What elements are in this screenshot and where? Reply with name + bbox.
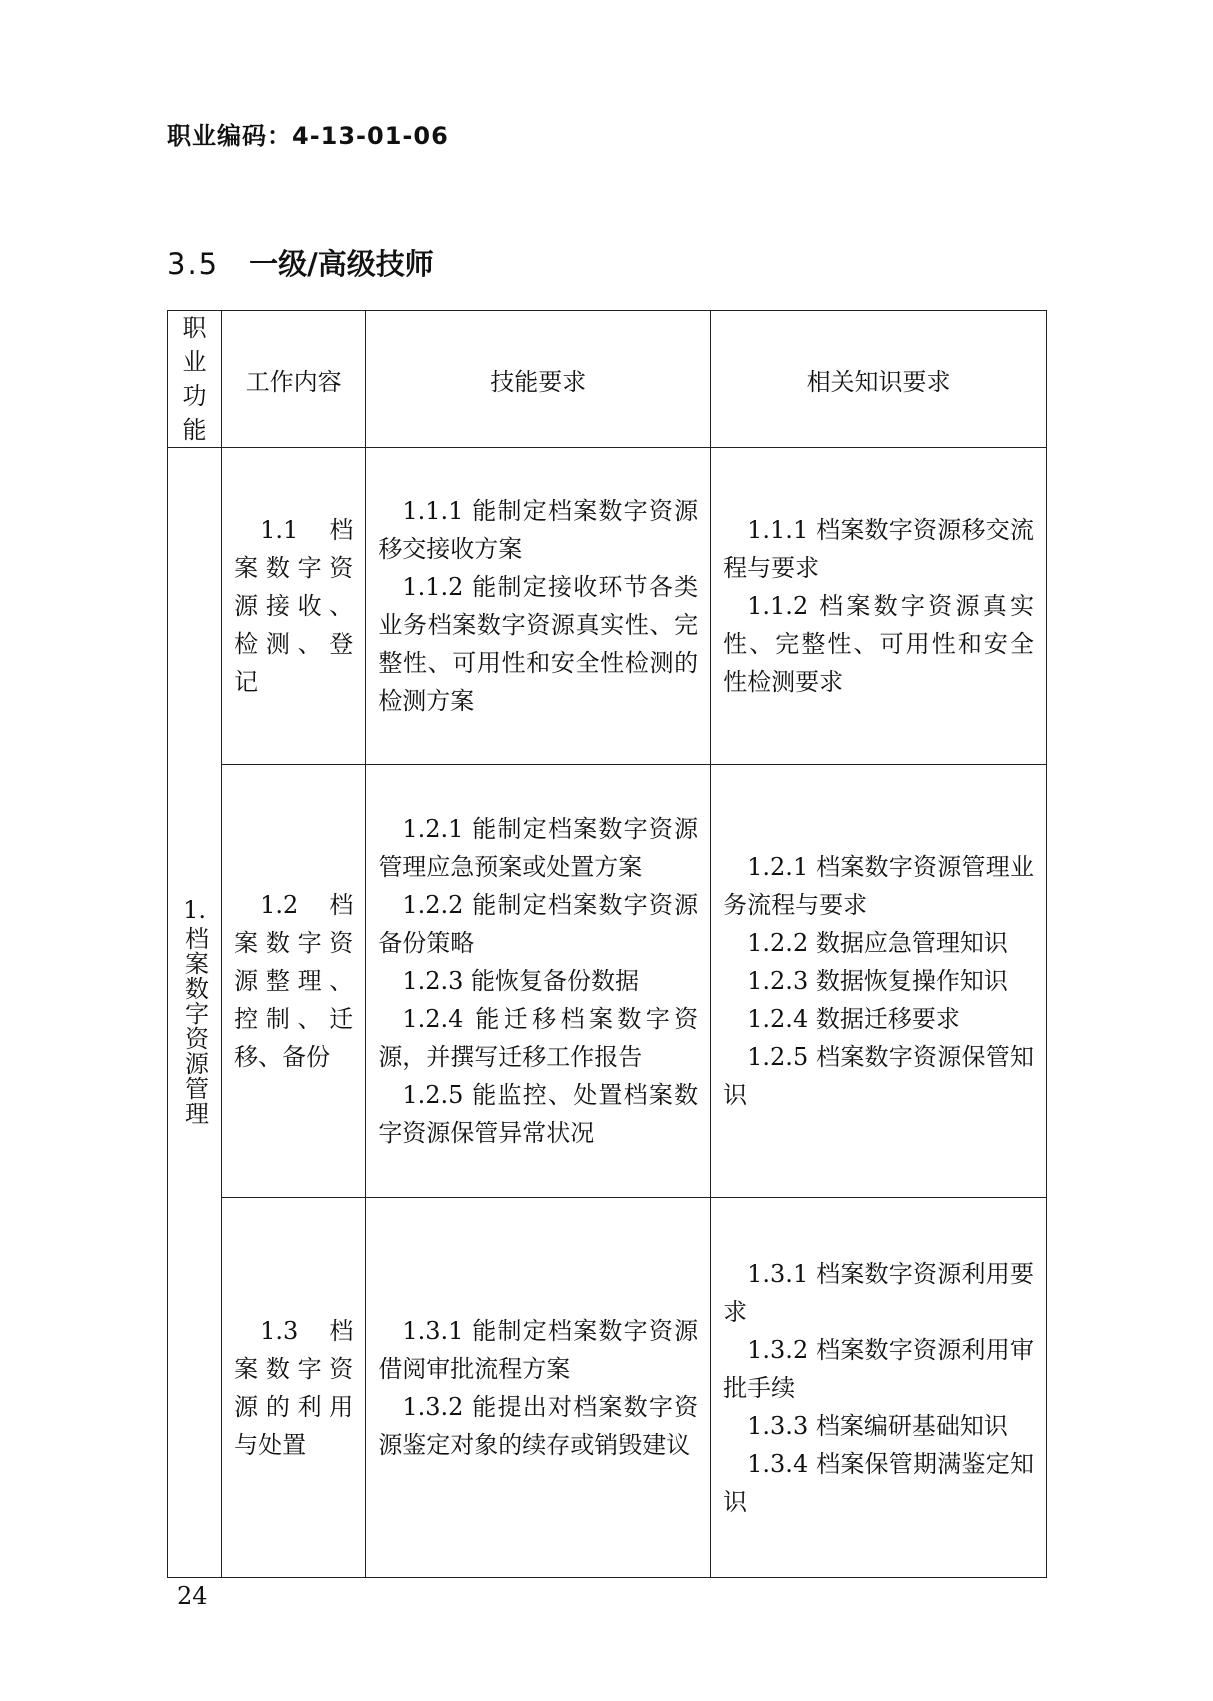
work-content-text: 1.3 档案数字资源的利用与处置 xyxy=(234,1316,354,1459)
table-row xyxy=(168,765,1047,1198)
skill-item: 1.3.2 能提出对档案数字资源鉴定对象的续存或销毁建议 xyxy=(378,1392,699,1459)
header-work-content: 工作内容 xyxy=(222,311,366,448)
work-content-cell xyxy=(222,448,366,765)
skill-item: 1.2.5 能监控、处置档案数字资源保管异常状况 xyxy=(378,1081,699,1147)
section-number: 3.5 xyxy=(167,247,220,281)
work-content-cell xyxy=(222,1198,366,1578)
skill-item: 1.2.3 能恢复备份数据 xyxy=(402,967,640,995)
table-row xyxy=(168,448,1047,765)
skills-cell xyxy=(366,448,711,765)
section-heading xyxy=(167,242,434,283)
header-skills: 技能要求 xyxy=(366,311,711,448)
work-content-text: 1.1 档案数字资源接收、检测、登记 xyxy=(234,516,354,696)
header-knowledge: 相关知识要求 xyxy=(711,311,1047,448)
knowledge-item: 1.3.2 档案数字资源利用审批手续 xyxy=(723,1335,1034,1402)
function-cell xyxy=(168,448,222,1578)
knowledge-item: 1.1.2 档案数字资源真实性、完整性、可用性和安全性检测要求 xyxy=(723,592,1034,696)
knowledge-cell xyxy=(711,765,1047,1198)
knowledge-item: 1.2.4 数据迁移要求 xyxy=(747,1005,960,1033)
skill-item: 1.1.2 能制定接收环节各类业务档案数字资源真实性、完整性、可用性和安全性检测的检测方案 xyxy=(378,573,699,715)
knowledge-item: 1.3.4 档案保管期满鉴定知识 xyxy=(723,1449,1034,1516)
occupation-code: 职业编码：4-13-01-06 xyxy=(167,122,449,150)
section-title-text: 一级/高级技师 xyxy=(249,247,434,281)
header-function: 职业功能 xyxy=(168,311,222,448)
skills-cell xyxy=(366,765,711,1198)
knowledge-item: 1.3.3 档案编研基础知识 xyxy=(747,1411,1008,1440)
skill-item: 1.3.1 能制定档案数字资源借阅审批流程方案 xyxy=(378,1316,699,1383)
knowledge-item: 1.2.3 数据恢复操作知识 xyxy=(747,967,1008,995)
knowledge-item: 1.1.1 档案数字资源移交流程与要求 xyxy=(723,516,1034,582)
skill-item: 1.1.1 能制定档案数字资源移交接收方案 xyxy=(378,497,699,563)
knowledge-item: 1.2.1 档案数字资源管理业务流程与要求 xyxy=(723,853,1034,919)
work-content-text: 1.2 档案数字资源整理、控制、迁移、备份 xyxy=(234,891,354,1071)
knowledge-item: 1.2.2 数据应急管理知识 xyxy=(747,929,1008,957)
table-header-row xyxy=(168,311,1047,448)
function-name: 档案数字资源管理 xyxy=(180,925,209,1126)
table-row xyxy=(168,1198,1047,1578)
skill-item: 1.2.4 能迁移档案数字资源，并撰写迁移工作报告 xyxy=(378,1005,699,1071)
skill-standard-table xyxy=(167,310,1047,1578)
work-content-cell xyxy=(222,765,366,1198)
knowledge-cell xyxy=(711,1198,1047,1578)
skill-item: 1.2.1 能制定档案数字资源管理应急预案或处置方案 xyxy=(378,815,699,881)
function-number: 1. xyxy=(183,895,206,924)
skill-item: 1.2.2 能制定档案数字资源备份策略 xyxy=(378,891,699,957)
knowledge-item: 1.3.1 档案数字资源利用要求 xyxy=(723,1259,1034,1326)
page-number: 24 xyxy=(177,1582,208,1610)
knowledge-item: 1.2.5 档案数字资源保管知识 xyxy=(723,1043,1034,1109)
knowledge-cell xyxy=(711,448,1047,765)
skills-cell xyxy=(366,1198,711,1578)
